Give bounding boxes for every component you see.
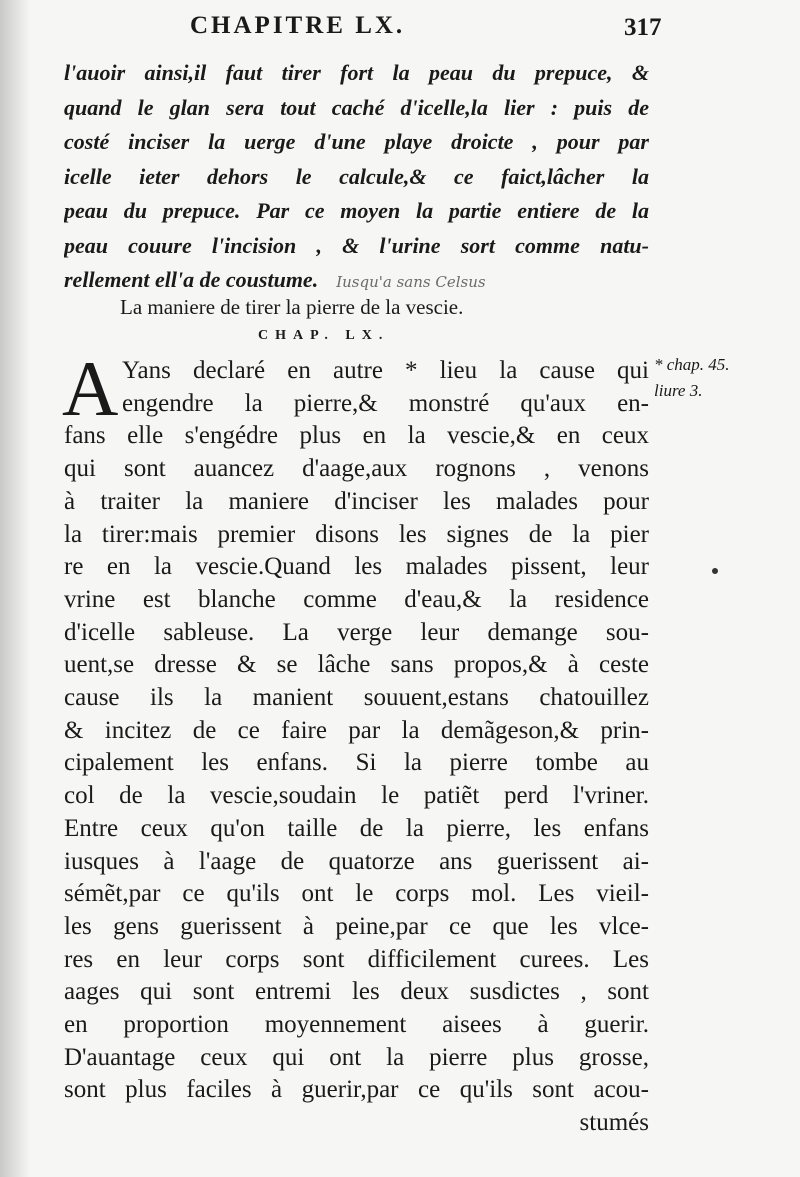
chapter-body — [64, 355, 649, 1140]
text-line: res en leur corps sont difficilement curees. Les — [64, 945, 649, 973]
text-line: col de la vescie,soudain le patiẽt perd l'vriner. — [64, 782, 649, 810]
last-line-text: rellement ell'a de coustume. — [64, 267, 319, 292]
text-line: d'icelle sableuse. La verge leur demange sou- — [64, 618, 649, 646]
text-line: Yans declaré en autre * lieu la cause qui — [122, 357, 649, 384]
text-line: à traiter la maniere d'inciser les malades pour — [64, 487, 649, 515]
margin-note — [654, 352, 730, 404]
chapter-title: La maniere de tirer la pierre de la vescie. — [120, 295, 464, 319]
text-line: sont plus faciles à guerir,par ce qu'ils sont acou- — [64, 1076, 649, 1104]
text-line: cause ils la manient souuent,estans chatouillez — [64, 684, 649, 712]
page-edge-shadow — [0, 0, 30, 1177]
text-line: aages qui sont entremi les deux susdictes , sont — [64, 978, 649, 1006]
text-line: l'auoir ainsi,il faut tirer fort la peau du prepuce, & — [64, 60, 649, 85]
text-line: qui sont auancez d'aage,aux rognons , venons — [64, 455, 649, 483]
margin-note-line: * chap. 45. — [654, 355, 730, 374]
text-line: peau couure l'incision , & l'urine sort comme natu- — [64, 232, 649, 258]
text-line: iusques à l'aage de quatorze ans guerissent ai- — [64, 847, 649, 875]
running-head: CHAPITRE LX. — [190, 12, 406, 39]
text-line: uent,se dresse & se lâche sans propos,& à ceste — [64, 651, 649, 679]
drop-cap: A — [62, 345, 119, 432]
text-line: re en la vescie.Quand les malades pissent, leur — [64, 553, 649, 581]
text-line: fans elle s'engédre plus en la vescie,& en ceux — [64, 422, 649, 450]
text-line: peau du prepuce. Par ce moyen la partie entiere de la — [64, 198, 649, 223]
text-line: costé inciser la uerge d'une playe droicte , pour par — [64, 129, 649, 154]
chapter-number: CHAP. LX. — [258, 328, 390, 343]
text-line: la tirer:mais premier disons les signes de la pier — [64, 520, 649, 548]
margin-note-line: liure 3. — [654, 381, 703, 400]
text-line: en proportion moyennement aisees à guerir. — [64, 1011, 649, 1039]
page-number: 317 — [624, 14, 662, 41]
catchword: stumés — [579, 1109, 649, 1137]
text-line: les gens guerissent à peine,par ce que les vlce- — [64, 912, 649, 940]
text-line: Entre ceux qu'on taille de la pierre, les enfans — [64, 814, 649, 842]
text-line: D'auantage ceux qui ont la pierre plus grosse, — [64, 1043, 649, 1071]
ink-dot — [712, 568, 718, 574]
previous-chapter-ending — [64, 56, 649, 300]
text-line: icelle ieter dehors le calcule,& ce faict,lâcher la — [64, 163, 649, 189]
text-line: vrine est blanche comme d'eau,& la residence — [64, 585, 649, 613]
text-line: sémẽt,par ce qu'ils ont le corps mol. Les vieil- — [64, 880, 649, 908]
handwritten-annotation: Iusqu'a sans Celsus — [336, 273, 486, 291]
text-line: cipalement les enfans. Si la pierre tombe au — [64, 749, 649, 777]
text-line: engendre la pierre,& monstré qu'aux en- — [122, 389, 649, 417]
text-line: & incitez de ce faire par la demãgeson,& prin- — [64, 716, 649, 744]
text-line: quand le glan sera tout caché d'icelle,la lier : puis de — [64, 94, 649, 120]
